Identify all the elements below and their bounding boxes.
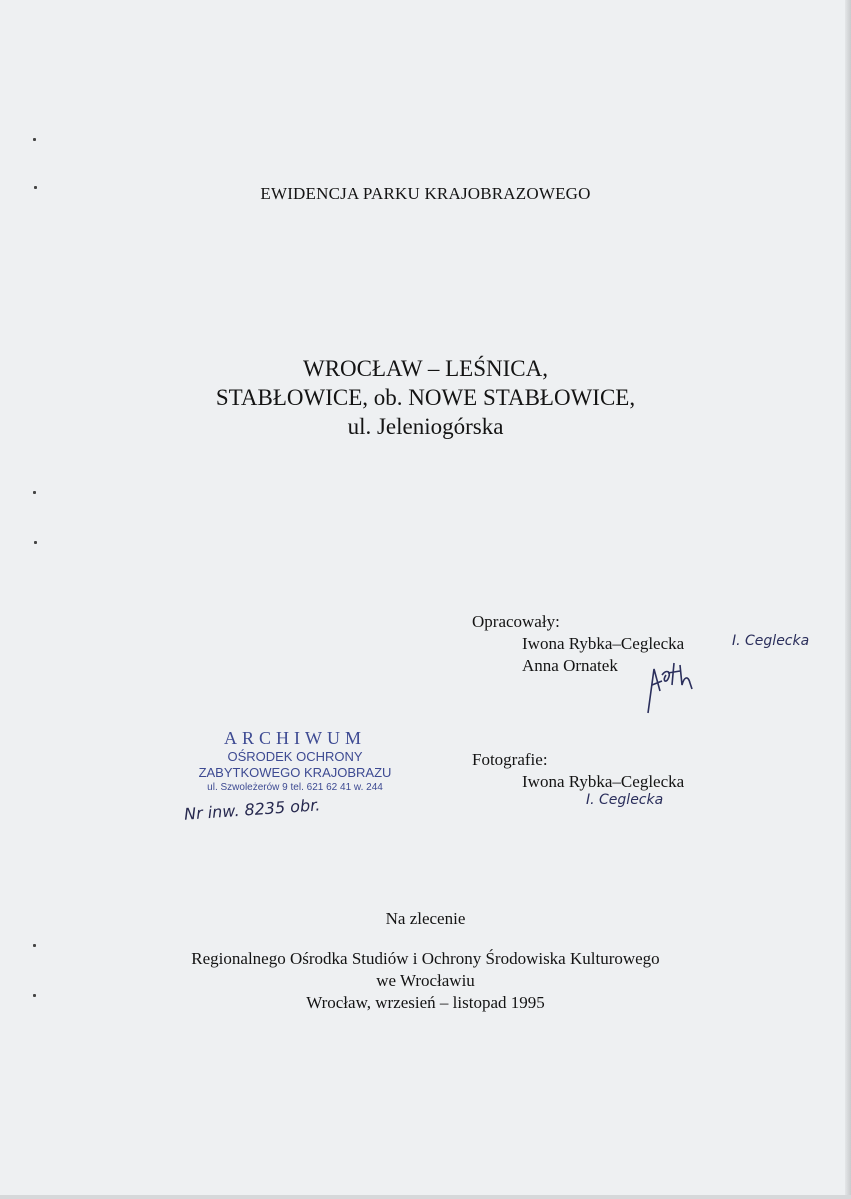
signature-scribble bbox=[644, 655, 704, 715]
photographer-name: Iwona Rybka–Ceglecka bbox=[522, 772, 685, 791]
inventory-number: Nr inw. 8235 obr. bbox=[183, 795, 321, 824]
binding-hole-mark bbox=[34, 541, 37, 544]
photos-label: Fotografie: bbox=[472, 750, 548, 769]
commission-section bbox=[0, 908, 851, 1014]
author-name: Iwona Rybka–Ceglecka bbox=[522, 634, 685, 653]
commission-label: Na zlecenie bbox=[385, 909, 466, 928]
title-line-1: WROCŁAW – LEŚNICA, bbox=[303, 356, 548, 381]
paper-edge-bottom bbox=[0, 1195, 851, 1199]
binding-hole-mark bbox=[33, 138, 36, 141]
document-header: EWIDENCJA PARKU KRAJOBRAZOWEGO bbox=[260, 184, 591, 203]
paper-edge-right bbox=[845, 0, 851, 1199]
commission-institution: Regionalnego Ośrodka Studiów i Ochrony Środowiska Kulturowego bbox=[191, 949, 660, 968]
title-line-2: STABŁOWICE, ob. NOWE STABŁOWICE, bbox=[215, 385, 636, 410]
handwritten-signature: I. Ceglecka bbox=[732, 633, 810, 649]
stamp-line: OŚRODEK OCHRONY bbox=[227, 749, 363, 764]
photos-section bbox=[472, 749, 684, 793]
stamp-address: ul. Szwoleżerów 9 tel. 621 62 41 w. 244 bbox=[207, 782, 383, 793]
commission-date: Wrocław, wrzesień – listopad 1995 bbox=[306, 993, 545, 1012]
commission-city: we Wrocławiu bbox=[376, 971, 475, 990]
binding-hole-mark bbox=[33, 491, 36, 494]
handwritten-signature bbox=[644, 655, 704, 719]
stamp-title: ARCHIWUM bbox=[224, 728, 366, 748]
authors-label: Opracowały: bbox=[472, 612, 560, 631]
archive-stamp bbox=[180, 728, 410, 795]
handwritten-signature: I. Ceglecka bbox=[586, 792, 664, 808]
stamp-line: ZABYTKOWEGO KRAJOBRAZU bbox=[198, 765, 392, 780]
title-line-3: ul. Jeleniogórska bbox=[347, 414, 504, 439]
author-name: Anna Ornatek bbox=[522, 656, 618, 675]
document-title bbox=[0, 354, 851, 441]
